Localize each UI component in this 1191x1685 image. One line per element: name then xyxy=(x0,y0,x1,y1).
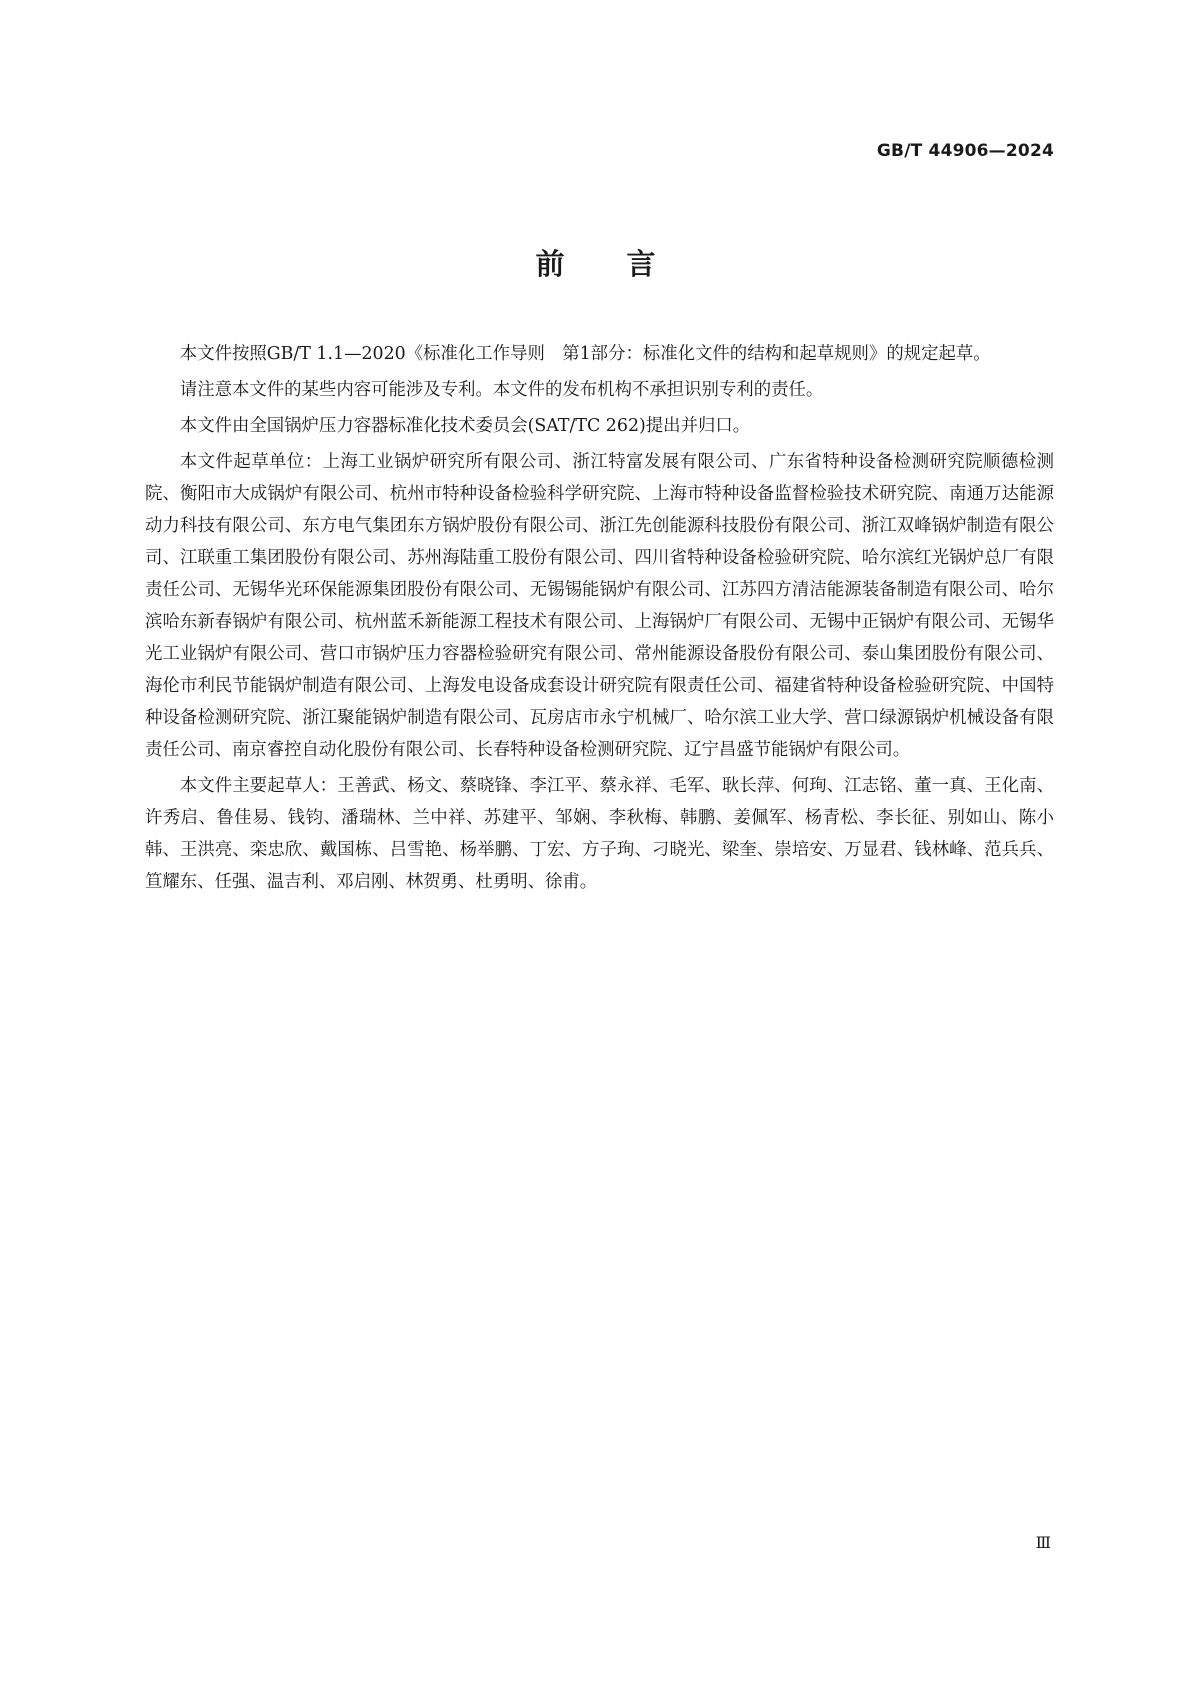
paragraph-drafting-units: 本文件起草单位：上海工业锅炉研究所有限公司、浙江特富发展有限公司、广东省特种设备检测研究院顺德检测院、衡阳市大成锅炉有限公司、杭州市特种设备检验科学研究院、上海市特种设备监督检验技术研究院、南通万达能源动力科技有限公司、东方电气集团东方锅炉股份有限公司、浙江先创能源科技股份有限公司、浙江双峰锅炉制造有限公司、江联重工集团股份有限公司、苏州海陆重工股份有限公司、四川省特种设备检验研究院、哈尔滨红光锅炉总厂有限责任公司、无锡华光环保能源集团股份有限公司、无锡锡能锅炉有限公司、江苏四方清洁能源装备制造有限公司、哈尔滨哈东新春锅炉有限公司、杭州蓝禾新能源工程技术有限公司、上海锅炉厂有限公司、无锡中正锅炉有限公司、无锡华光工业锅炉有限公司、营口市锅炉压力容器检验研究有限公司、常州能源设备股份有限公司、泰山集团股份有限公司、海伦市利民节能锅炉制造有限公司、上海发电设备成套设计研究院有限责任公司、福建省特种设备检验研究院、中国特种设备检测研究院、浙江聚能锅炉制造有限公司、瓦房店市永宁机械厂、哈尔滨工业大学、营口绿源锅炉机械设备有限责任公司、南京睿控自动化股份有限公司、长春特种设备检测研究院、辽宁昌盛节能锅炉有限公司。 xyxy=(145,452,1054,760)
paragraph-drafters: 本文件主要起草人：王善武、杨文、蔡晓锋、李江平、蔡永祥、毛军、耿长萍、何珣、江志铭、董一真、王化南、许秀启、鲁佳易、钱钧、潘瑞林、兰中祥、苏建平、邹娴、李秋梅、韩鹏、姜佩军、杨青松、李长征、别如山、陈小韩、王洪亮、栾忠欣、戴国栋、吕雪艳、杨举鹏、丁宏、方子珣、刁晓光、梁奎、崇培安、万显君、钱林峰、范兵兵、笪耀东、任强、温吉利、邓启刚、林贺勇、杜勇明、徐甫。 xyxy=(145,776,1054,892)
standard-code: GB/T 44906—2024 xyxy=(876,141,1054,161)
foreword-body xyxy=(145,338,1054,902)
page-number: Ⅲ xyxy=(1035,1533,1050,1552)
page-title: 前言 xyxy=(535,247,718,281)
paragraph-drafting-basis: 本文件按照GB/T 1.1—2020《标准化工作导则 第1部分：标准化文件的结构和起草规则》的规定起草。 xyxy=(179,344,991,364)
paragraph-patent-notice: 请注意本文件的某些内容可能涉及专利。本文件的发布机构不承担识别专利的责任。 xyxy=(179,380,824,400)
paragraph-proposer: 本文件由全国锅炉压力容器标准化技术委员会(SAT/TC 262)提出并归口。 xyxy=(179,416,751,436)
